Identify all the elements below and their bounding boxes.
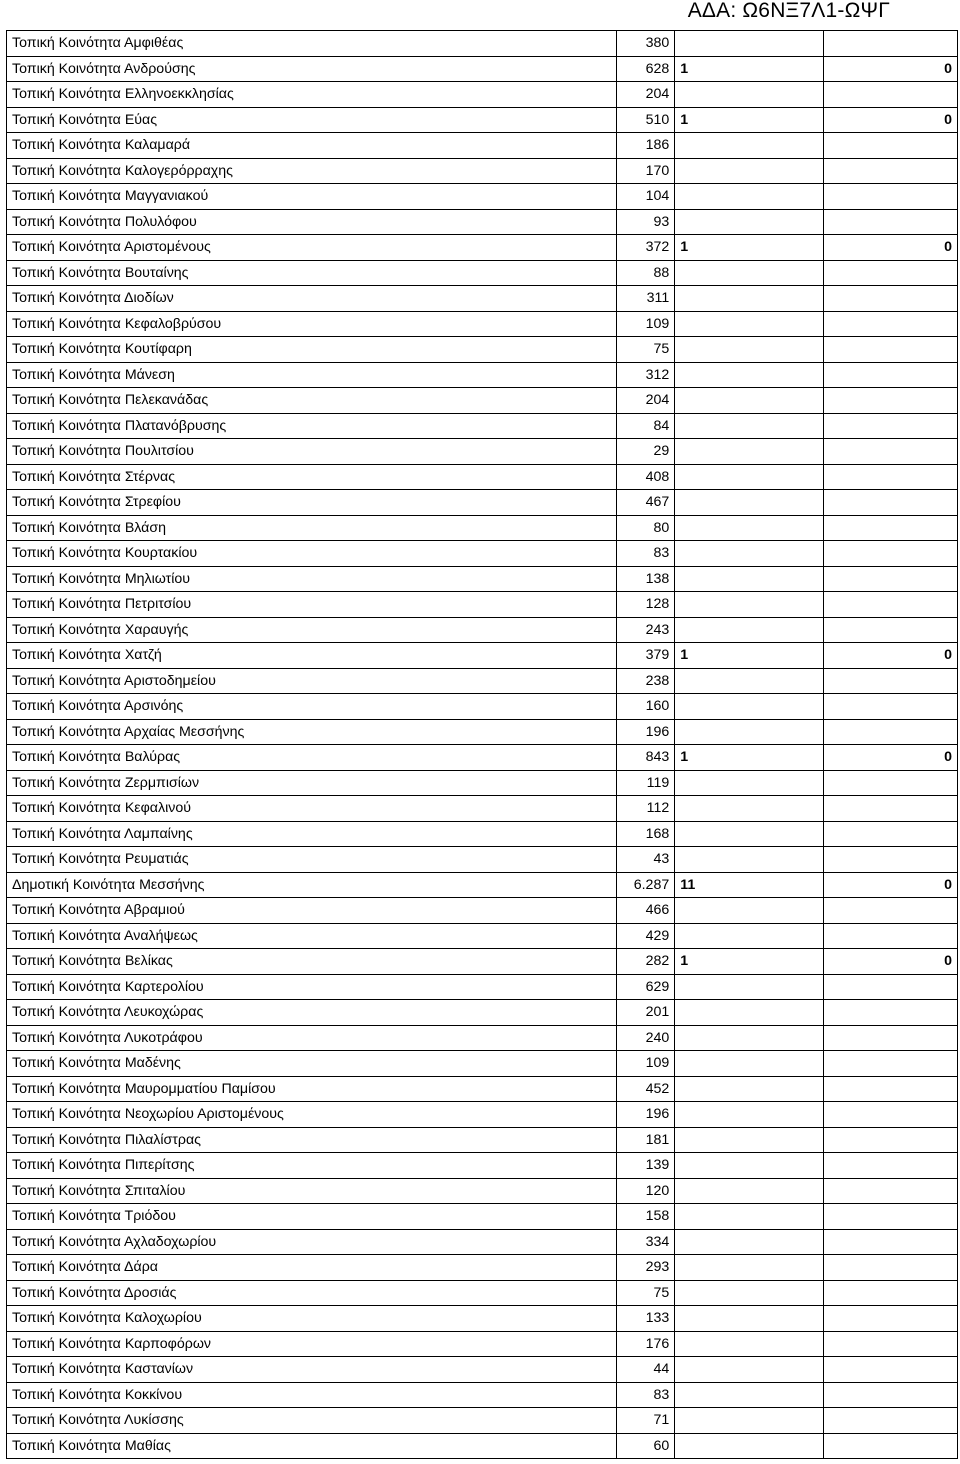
- community-name-cell: Τοπική Κοινότητα Αρσινόης: [7, 694, 617, 720]
- community-name-cell: Τοπική Κοινότητα Πιπερίτσης: [7, 1153, 617, 1179]
- community-name-cell: Τοπική Κοινότητα Ζερμπισίων: [7, 770, 617, 796]
- table-row: [7, 133, 958, 159]
- table-row: [7, 56, 958, 82]
- population-cell: 201: [617, 1000, 675, 1026]
- count-cell: [675, 1433, 823, 1459]
- community-name-cell: Τοπική Κοινότητα Στρεφίου: [7, 490, 617, 516]
- count-cell: [675, 1280, 823, 1306]
- population-cell: 133: [617, 1306, 675, 1332]
- count-cell: [675, 1102, 823, 1128]
- population-cell: 334: [617, 1229, 675, 1255]
- community-name-cell: Τοπική Κοινότητα Μαυρομματίου Παμίσου: [7, 1076, 617, 1102]
- table-row: [7, 464, 958, 490]
- community-name-cell: Τοπική Κοινότητα Χατζή: [7, 643, 617, 669]
- community-name-cell: Τοπική Κοινότητα Ανδρούσης: [7, 56, 617, 82]
- count-cell: [675, 1229, 823, 1255]
- zero-count-cell: 0: [823, 872, 957, 898]
- population-cell: 83: [617, 1382, 675, 1408]
- table-row: [7, 388, 958, 414]
- table-row: [7, 1408, 958, 1434]
- zero-count-cell: [823, 1382, 957, 1408]
- table-row: [7, 1102, 958, 1128]
- population-cell: 170: [617, 158, 675, 184]
- zero-count-cell: [823, 923, 957, 949]
- zero-count-cell: [823, 439, 957, 465]
- table-row: [7, 1331, 958, 1357]
- community-name-cell: Τοπική Κοινότητα Πελεκανάδας: [7, 388, 617, 414]
- table-row: [7, 1127, 958, 1153]
- count-cell: 1: [675, 643, 823, 669]
- population-cell: 372: [617, 235, 675, 261]
- table-row: [7, 1025, 958, 1051]
- population-cell: 88: [617, 260, 675, 286]
- community-name-cell: Τοπική Κοινότητα Εύας: [7, 107, 617, 133]
- count-cell: [675, 158, 823, 184]
- communities-table: [6, 30, 958, 1459]
- table-row: [7, 923, 958, 949]
- zero-count-cell: [823, 1357, 957, 1383]
- population-cell: 408: [617, 464, 675, 490]
- count-cell: [675, 592, 823, 618]
- community-name-cell: Τοπική Κοινότητα Καρτερολίου: [7, 974, 617, 1000]
- table-row: [7, 260, 958, 286]
- table-row: [7, 566, 958, 592]
- community-name-cell: Τοπική Κοινότητα Αριστοδημείου: [7, 668, 617, 694]
- count-cell: [675, 796, 823, 822]
- population-cell: 44: [617, 1357, 675, 1383]
- community-name-cell: Τοπική Κοινότητα Βελίκας: [7, 949, 617, 975]
- community-name-cell: Τοπική Κοινότητα Καστανίων: [7, 1357, 617, 1383]
- zero-count-cell: [823, 133, 957, 159]
- zero-count-cell: [823, 847, 957, 873]
- community-name-cell: Τοπική Κοινότητα Λυκοτράφου: [7, 1025, 617, 1051]
- community-name-cell: Τοπική Κοινότητα Αμφιθέας: [7, 31, 617, 57]
- zero-count-cell: [823, 1229, 957, 1255]
- count-cell: [675, 770, 823, 796]
- zero-count-cell: [823, 898, 957, 924]
- count-cell: [675, 82, 823, 108]
- community-name-cell: Τοπική Κοινότητα Καρποφόρων: [7, 1331, 617, 1357]
- count-cell: [675, 847, 823, 873]
- population-cell: 176: [617, 1331, 675, 1357]
- count-cell: [675, 286, 823, 312]
- zero-count-cell: 0: [823, 56, 957, 82]
- count-cell: [675, 1076, 823, 1102]
- zero-count-cell: [823, 31, 957, 57]
- table-row: [7, 1382, 958, 1408]
- count-cell: [675, 541, 823, 567]
- population-cell: 168: [617, 821, 675, 847]
- table-row: [7, 821, 958, 847]
- zero-count-cell: [823, 1280, 957, 1306]
- population-cell: 75: [617, 337, 675, 363]
- table-row: [7, 235, 958, 261]
- zero-count-cell: [823, 974, 957, 1000]
- zero-count-cell: [823, 158, 957, 184]
- table-row: [7, 541, 958, 567]
- population-cell: 109: [617, 311, 675, 337]
- zero-count-cell: [823, 1000, 957, 1026]
- table-row: [7, 1204, 958, 1230]
- count-cell: [675, 694, 823, 720]
- population-cell: 6.287: [617, 872, 675, 898]
- population-cell: 109: [617, 1051, 675, 1077]
- population-cell: 120: [617, 1178, 675, 1204]
- document-ada-code: ΑΔΑ: Ω6ΝΞ7Λ1-ΩΨΓ: [687, 0, 890, 22]
- population-cell: 71: [617, 1408, 675, 1434]
- count-cell: [675, 133, 823, 159]
- count-cell: [675, 617, 823, 643]
- table-row: [7, 1255, 958, 1281]
- zero-count-cell: [823, 1331, 957, 1357]
- zero-count-cell: 0: [823, 643, 957, 669]
- count-cell: [675, 898, 823, 924]
- table-row: [7, 1051, 958, 1077]
- population-cell: 282: [617, 949, 675, 975]
- population-cell: 380: [617, 31, 675, 57]
- zero-count-cell: [823, 719, 957, 745]
- count-cell: [675, 1178, 823, 1204]
- zero-count-cell: [823, 1025, 957, 1051]
- zero-count-cell: 0: [823, 745, 957, 771]
- zero-count-cell: [823, 541, 957, 567]
- zero-count-cell: [823, 1433, 957, 1459]
- community-name-cell: Τοπική Κοινότητα Πουλιτσίου: [7, 439, 617, 465]
- population-cell: 104: [617, 184, 675, 210]
- count-cell: [675, 1025, 823, 1051]
- zero-count-cell: [823, 821, 957, 847]
- communities-table-body: [7, 31, 958, 1459]
- population-cell: 629: [617, 974, 675, 1000]
- table-row: [7, 617, 958, 643]
- zero-count-cell: [823, 1178, 957, 1204]
- zero-count-cell: [823, 592, 957, 618]
- population-cell: 186: [617, 133, 675, 159]
- count-cell: 1: [675, 949, 823, 975]
- community-name-cell: Τοπική Κοινότητα Πλατανόβρυσης: [7, 413, 617, 439]
- zero-count-cell: [823, 1204, 957, 1230]
- population-cell: 84: [617, 413, 675, 439]
- community-name-cell: Τοπική Κοινότητα Κεφαλινού: [7, 796, 617, 822]
- zero-count-cell: [823, 796, 957, 822]
- community-name-cell: Τοπική Κοινότητα Μαθίας: [7, 1433, 617, 1459]
- community-name-cell: Τοπική Κοινότητα Κουρτακίου: [7, 541, 617, 567]
- count-cell: [675, 1331, 823, 1357]
- table-row: [7, 158, 958, 184]
- table-row: [7, 796, 958, 822]
- count-cell: [675, 974, 823, 1000]
- zero-count-cell: [823, 311, 957, 337]
- zero-count-cell: [823, 1408, 957, 1434]
- community-name-cell: Τοπική Κοινότητα Καλοχωρίου: [7, 1306, 617, 1332]
- zero-count-cell: [823, 209, 957, 235]
- community-name-cell: Τοπική Κοινότητα Χαραυγής: [7, 617, 617, 643]
- count-cell: [675, 1382, 823, 1408]
- community-name-cell: Τοπική Κοινότητα Λυκίσσης: [7, 1408, 617, 1434]
- table-row: [7, 1306, 958, 1332]
- population-cell: 138: [617, 566, 675, 592]
- table-row: [7, 107, 958, 133]
- zero-count-cell: [823, 694, 957, 720]
- table-row: [7, 184, 958, 210]
- community-name-cell: Τοπική Κοινότητα Πετριτσίου: [7, 592, 617, 618]
- population-cell: 466: [617, 898, 675, 924]
- count-cell: [675, 464, 823, 490]
- zero-count-cell: 0: [823, 107, 957, 133]
- zero-count-cell: [823, 1102, 957, 1128]
- table-row: [7, 770, 958, 796]
- population-cell: 379: [617, 643, 675, 669]
- community-name-cell: Τοπική Κοινότητα Αρχαίας Μεσσήνης: [7, 719, 617, 745]
- count-cell: 1: [675, 235, 823, 261]
- population-cell: 311: [617, 286, 675, 312]
- zero-count-cell: [823, 1255, 957, 1281]
- table-row: [7, 719, 958, 745]
- zero-count-cell: [823, 1153, 957, 1179]
- community-name-cell: Τοπική Κοινότητα Μαγγανιακού: [7, 184, 617, 210]
- population-cell: 160: [617, 694, 675, 720]
- count-cell: [675, 184, 823, 210]
- community-name-cell: Τοπική Κοινότητα Βαλύρας: [7, 745, 617, 771]
- community-name-cell: Τοπική Κοινότητα Ρευματιάς: [7, 847, 617, 873]
- community-name-cell: Τοπική Κοινότητα Νεοχωρίου Αριστομένους: [7, 1102, 617, 1128]
- population-cell: 119: [617, 770, 675, 796]
- count-cell: [675, 1408, 823, 1434]
- zero-count-cell: [823, 1127, 957, 1153]
- table-row: [7, 413, 958, 439]
- community-name-cell: Τοπική Κοινότητα Λαμπαίνης: [7, 821, 617, 847]
- zero-count-cell: [823, 1306, 957, 1332]
- community-name-cell: Τοπική Κοινότητα Στέρνας: [7, 464, 617, 490]
- population-cell: 196: [617, 1102, 675, 1128]
- population-cell: 43: [617, 847, 675, 873]
- population-cell: 467: [617, 490, 675, 516]
- zero-count-cell: [823, 515, 957, 541]
- population-cell: 204: [617, 388, 675, 414]
- zero-count-cell: [823, 337, 957, 363]
- table-row: [7, 1357, 958, 1383]
- community-name-cell: Τοπική Κοινότητα Βλάση: [7, 515, 617, 541]
- zero-count-cell: [823, 82, 957, 108]
- population-cell: 238: [617, 668, 675, 694]
- table-row: [7, 209, 958, 235]
- table-row: [7, 592, 958, 618]
- count-cell: 1: [675, 56, 823, 82]
- count-cell: [675, 821, 823, 847]
- community-name-cell: Τοπική Κοινότητα Λευκοχώρας: [7, 1000, 617, 1026]
- community-name-cell: Τοπική Κοινότητα Αναλήψεως: [7, 923, 617, 949]
- table-row: [7, 1229, 958, 1255]
- community-name-cell: Τοπική Κοινότητα Πιλαλίστρας: [7, 1127, 617, 1153]
- zero-count-cell: [823, 413, 957, 439]
- population-cell: 29: [617, 439, 675, 465]
- community-name-cell: Τοπική Κοινότητα Σπιταλίου: [7, 1178, 617, 1204]
- zero-count-cell: [823, 490, 957, 516]
- community-name-cell: Τοπική Κοινότητα Δροσιάς: [7, 1280, 617, 1306]
- zero-count-cell: [823, 1051, 957, 1077]
- population-cell: 240: [617, 1025, 675, 1051]
- zero-count-cell: [823, 668, 957, 694]
- zero-count-cell: [823, 260, 957, 286]
- community-name-cell: Τοπική Κοινότητα Καλογερόρραχης: [7, 158, 617, 184]
- count-cell: [675, 311, 823, 337]
- zero-count-cell: 0: [823, 949, 957, 975]
- count-cell: [675, 362, 823, 388]
- table-row: [7, 1000, 958, 1026]
- population-cell: 93: [617, 209, 675, 235]
- count-cell: [675, 260, 823, 286]
- count-cell: [675, 1255, 823, 1281]
- zero-count-cell: [823, 617, 957, 643]
- table-row: [7, 31, 958, 57]
- count-cell: [675, 209, 823, 235]
- table-row: [7, 1280, 958, 1306]
- table-row: [7, 668, 958, 694]
- table-row: [7, 362, 958, 388]
- count-cell: [675, 1051, 823, 1077]
- zero-count-cell: [823, 388, 957, 414]
- table-row: [7, 745, 958, 771]
- community-name-cell: Τοπική Κοινότητα Ελληνοεκκλησίας: [7, 82, 617, 108]
- table-row: [7, 974, 958, 1000]
- count-cell: 1: [675, 745, 823, 771]
- count-cell: [675, 515, 823, 541]
- table-row: [7, 490, 958, 516]
- count-cell: [675, 1000, 823, 1026]
- table-row: [7, 1076, 958, 1102]
- zero-count-cell: [823, 770, 957, 796]
- count-cell: [675, 490, 823, 516]
- population-cell: 204: [617, 82, 675, 108]
- count-cell: [675, 1357, 823, 1383]
- count-cell: [675, 413, 823, 439]
- zero-count-cell: [823, 286, 957, 312]
- population-cell: 196: [617, 719, 675, 745]
- community-name-cell: Τοπική Κοινότητα Διοδίων: [7, 286, 617, 312]
- count-cell: [675, 337, 823, 363]
- community-name-cell: Τοπική Κοινότητα Αριστομένους: [7, 235, 617, 261]
- zero-count-cell: [823, 1076, 957, 1102]
- count-cell: [675, 719, 823, 745]
- count-cell: 11: [675, 872, 823, 898]
- table-row: [7, 694, 958, 720]
- zero-count-cell: [823, 362, 957, 388]
- population-cell: 312: [617, 362, 675, 388]
- count-cell: [675, 923, 823, 949]
- community-name-cell: Τοπική Κοινότητα Δάρα: [7, 1255, 617, 1281]
- population-cell: 75: [617, 1280, 675, 1306]
- table-row: [7, 439, 958, 465]
- population-cell: 60: [617, 1433, 675, 1459]
- table-row: [7, 898, 958, 924]
- count-cell: [675, 31, 823, 57]
- population-cell: 181: [617, 1127, 675, 1153]
- population-cell: 293: [617, 1255, 675, 1281]
- table-row: [7, 1178, 958, 1204]
- population-cell: 139: [617, 1153, 675, 1179]
- population-cell: 243: [617, 617, 675, 643]
- table-row: [7, 949, 958, 975]
- population-cell: 628: [617, 56, 675, 82]
- zero-count-cell: [823, 566, 957, 592]
- zero-count-cell: [823, 464, 957, 490]
- community-name-cell: Τοπική Κοινότητα Κουτίφαρη: [7, 337, 617, 363]
- count-cell: [675, 1127, 823, 1153]
- community-name-cell: Τοπική Κοινότητα Κεφαλοβρύσου: [7, 311, 617, 337]
- table-row: [7, 1433, 958, 1459]
- count-cell: [675, 668, 823, 694]
- community-name-cell: Τοπική Κοινότητα Καλαμαρά: [7, 133, 617, 159]
- population-cell: 158: [617, 1204, 675, 1230]
- table-row: [7, 311, 958, 337]
- table-row: [7, 515, 958, 541]
- community-name-cell: Τοπική Κοινότητα Μάνεση: [7, 362, 617, 388]
- count-cell: [675, 1153, 823, 1179]
- count-cell: [675, 439, 823, 465]
- population-cell: 452: [617, 1076, 675, 1102]
- community-name-cell: Τοπική Κοινότητα Μαδένης: [7, 1051, 617, 1077]
- population-cell: 83: [617, 541, 675, 567]
- community-name-cell: Τοπική Κοινότητα Μηλιωτίου: [7, 566, 617, 592]
- community-name-cell: Τοπική Κοινότητα Αχλαδοχωρίου: [7, 1229, 617, 1255]
- community-name-cell: Τοπική Κοινότητα Πολυλόφου: [7, 209, 617, 235]
- count-cell: [675, 1306, 823, 1332]
- table-row: [7, 82, 958, 108]
- table-row: [7, 872, 958, 898]
- count-cell: [675, 1204, 823, 1230]
- population-cell: 429: [617, 923, 675, 949]
- count-cell: 1: [675, 107, 823, 133]
- table-row: [7, 643, 958, 669]
- population-cell: 843: [617, 745, 675, 771]
- population-cell: 80: [617, 515, 675, 541]
- count-cell: [675, 566, 823, 592]
- community-name-cell: Τοπική Κοινότητα Αβραμιού: [7, 898, 617, 924]
- table-row: [7, 847, 958, 873]
- community-name-cell: Τοπική Κοινότητα Τριόδου: [7, 1204, 617, 1230]
- table-row: [7, 286, 958, 312]
- community-name-cell: Τοπική Κοινότητα Βουταίνης: [7, 260, 617, 286]
- population-cell: 112: [617, 796, 675, 822]
- table-row: [7, 1153, 958, 1179]
- count-cell: [675, 388, 823, 414]
- table-row: [7, 337, 958, 363]
- community-name-cell: Τοπική Κοινότητα Κοκκίνου: [7, 1382, 617, 1408]
- zero-count-cell: 0: [823, 235, 957, 261]
- population-cell: 510: [617, 107, 675, 133]
- community-name-cell: Δημοτική Κοινότητα Μεσσήνης: [7, 872, 617, 898]
- population-cell: 128: [617, 592, 675, 618]
- zero-count-cell: [823, 184, 957, 210]
